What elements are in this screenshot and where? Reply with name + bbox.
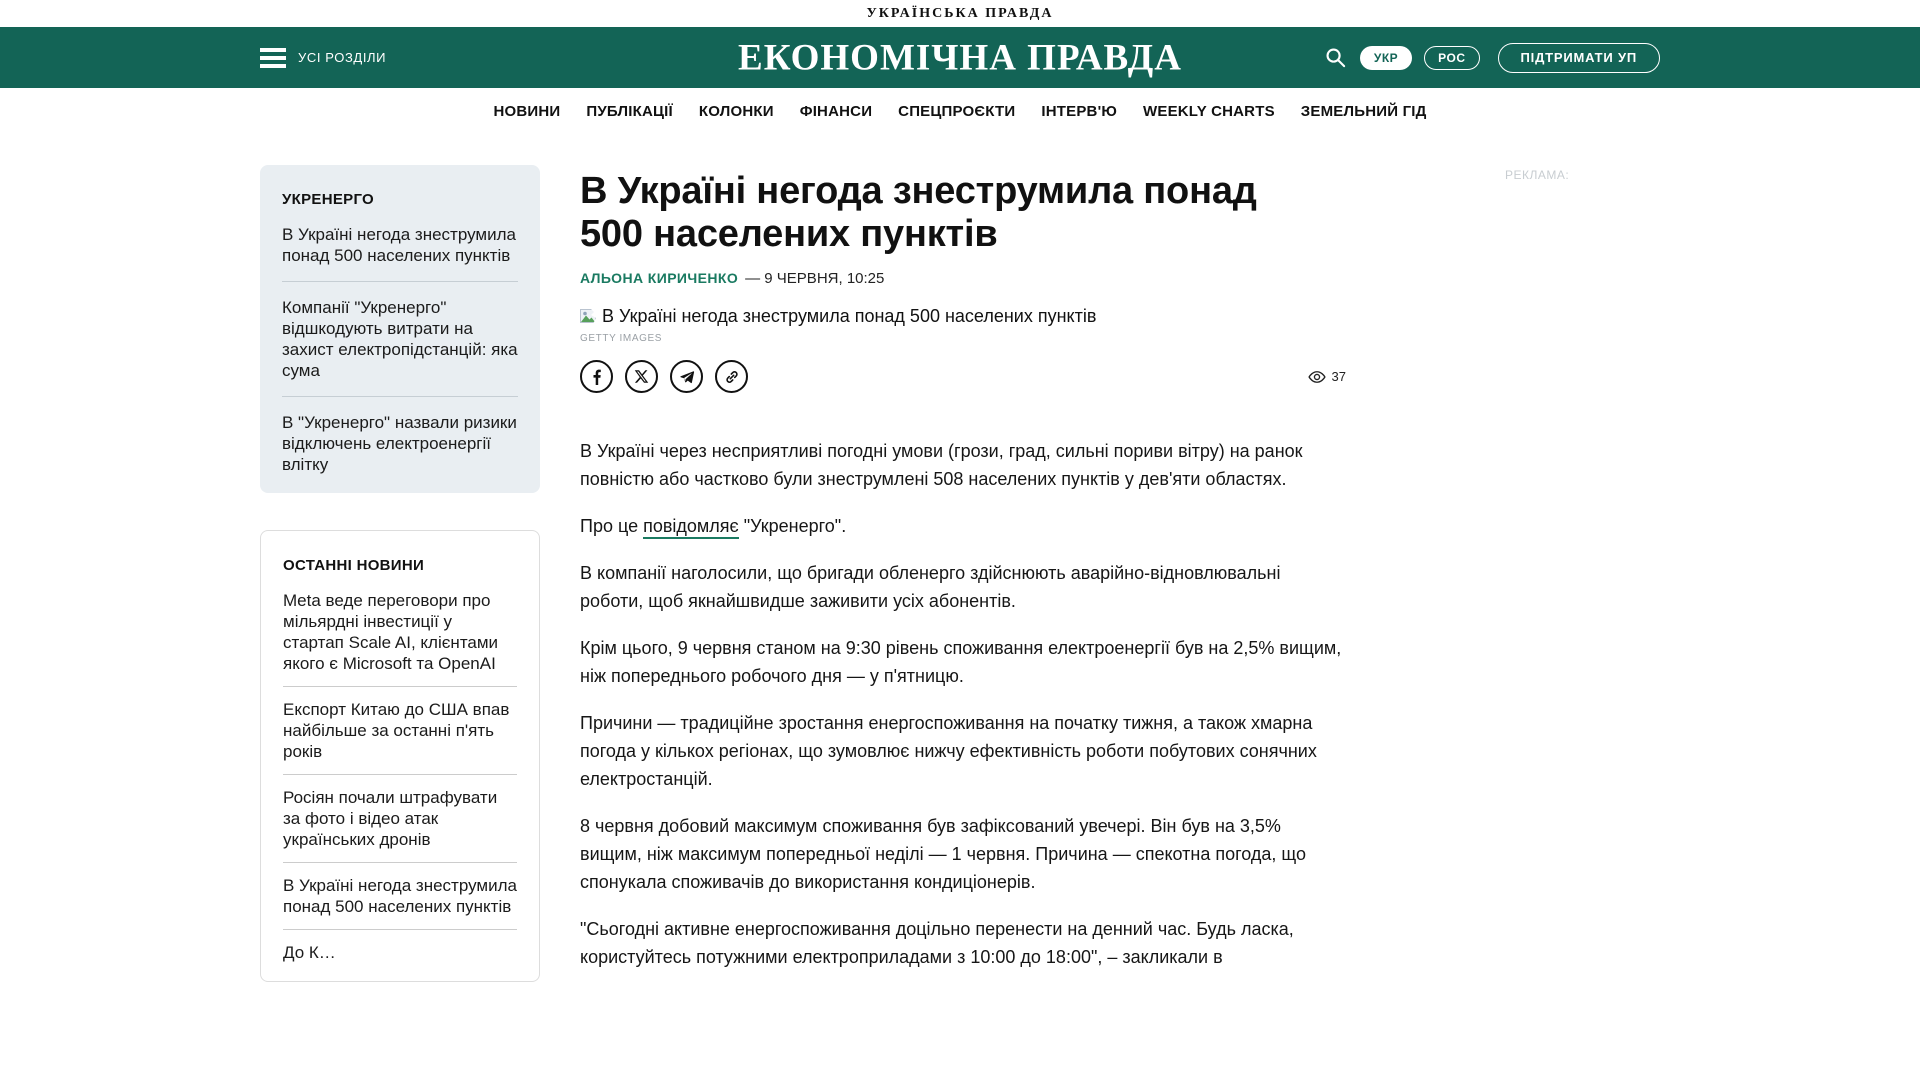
author-link[interactable]: АЛЬОНА КИРИЧЕНКО xyxy=(580,270,739,286)
site-header xyxy=(0,27,1920,88)
topic-box-title: УКРЕНЕРГО xyxy=(282,191,375,208)
search-icon[interactable] xyxy=(1324,46,1348,70)
divider xyxy=(283,862,517,863)
topic-box-list xyxy=(282,224,518,475)
sidebar xyxy=(260,165,540,982)
eye-icon xyxy=(1308,370,1326,384)
article-image-placeholder xyxy=(580,306,1346,327)
sidebar-news-link[interactable]: В Україні негода знеструмила понад 500 населених пунктів xyxy=(283,876,517,916)
article-paragraph: В компанії наголосили, що бригади обленерго здійснюють аварійно-відновлювальні роботи, щоб якнайшвидше заживити усіх абонентів. xyxy=(580,563,1281,611)
share-row xyxy=(580,360,1346,393)
article-paragraph: Причини — традиційне зростання енергоспоживання на початку тижня, а також хмарна погода у кількох регіонах, що зумовлює нижчу ефективність роботи побутових сонячних електростанцій. xyxy=(580,713,1317,789)
latest-news-title: ОСТАННІ НОВИНИ xyxy=(283,557,425,574)
latest-news-list xyxy=(283,590,517,963)
sidebar-news-link[interactable]: В Україні негода знеструмила понад 500 населених пунктів xyxy=(282,225,516,265)
sidebar-news-link[interactable]: До К… xyxy=(283,943,336,962)
article xyxy=(580,134,1346,990)
article-paragraph: "Сьогодні активне енергоспоживання доцільно перенести на денний час. Будь ласка, користуйтесь потужними електроприладами з 10:00 до 18:00", – закликали в xyxy=(580,919,1294,967)
article-paragraph: Крім цього, 9 червня станом на 9:30 рівень споживання електроенергії був на 2,5% вищим, ніж попереднього робочого дня — у п'ятницю. xyxy=(580,638,1342,686)
menu-label: УСІ РОЗДІЛИ xyxy=(298,50,387,65)
divider xyxy=(283,929,517,930)
x-twitter-share-icon[interactable] xyxy=(625,360,658,393)
view-counter xyxy=(1308,369,1346,384)
ad-label: РЕКЛАМА: xyxy=(1505,168,1570,182)
copy-link-icon[interactable] xyxy=(715,360,748,393)
divider xyxy=(282,396,518,397)
lang-toggle-ros[interactable]: РОС xyxy=(1424,46,1479,70)
article-paragraph xyxy=(580,512,1346,540)
nav-item-3[interactable]: ФІНАНСИ xyxy=(799,102,873,120)
sidebar-news-link[interactable]: Росіян почали штрафувати за фото і відео атак українських дронів xyxy=(283,788,498,849)
divider xyxy=(283,774,517,775)
support-up-button[interactable]: ПІДТРИМАТИ УП xyxy=(1498,43,1660,73)
top-strip xyxy=(0,0,1920,27)
sidebar-news-link[interactable]: Компанії "Укренерго" відшкодують витрати на захист електропідстанцій: яка сума xyxy=(282,298,518,380)
article-body xyxy=(580,437,1346,971)
nav-item-7[interactable]: ЗЕМЕЛЬНИЙ ГІД xyxy=(1300,102,1427,120)
byline xyxy=(580,270,1346,287)
nav-item-4[interactable]: СПЕЦПРОЄКТИ xyxy=(898,102,1016,120)
nav-item-2[interactable]: КОЛОНКИ xyxy=(698,102,774,120)
telegram-share-icon[interactable] xyxy=(670,360,703,393)
view-count: 37 xyxy=(1331,369,1346,384)
lang-toggle-ukr[interactable]: УКР xyxy=(1360,46,1412,70)
divider xyxy=(283,686,517,687)
publish-date: — 9 ЧЕРВНЯ, 10:25 xyxy=(745,270,885,287)
topic-box-ukrenergo xyxy=(260,165,540,493)
source-link[interactable]: повідомляє xyxy=(643,516,739,539)
sidebar-news-link[interactable]: Meta веде переговори про мільярдні інвестиції у стартап Scale AI, клієнтами якого є Microsoft та OpenAI xyxy=(283,591,499,673)
nav-item-6[interactable]: WEEKLY CHARTS xyxy=(1143,102,1275,120)
nav-item-0[interactable]: НОВИНИ xyxy=(493,102,561,120)
sidebar-news-link[interactable]: В "Укренерго" назвали ризики відключень електроенергії влітку xyxy=(282,413,517,474)
sidebar-news-link[interactable]: Експорт Китаю до США впав найбільше за останні п'ять років xyxy=(283,700,510,761)
nav-item-5[interactable]: ІНТЕРВ'Ю xyxy=(1041,102,1117,120)
site-logo[interactable]: ЕКОНОМІЧНА ПРАВДА xyxy=(738,37,1182,78)
image-credit: GETTY IMAGES xyxy=(580,333,663,344)
paragraph-text: "Укренерго". xyxy=(738,516,847,536)
article-paragraph: В Україні через несприятливі погодні умови (грози, град, сильні пориви вітру) на ранок повністю або частково були знеструмлені 508 населених пунктів у дев'яти областях. xyxy=(580,441,1303,489)
latest-news-box xyxy=(260,530,540,982)
hamburger-icon xyxy=(260,48,286,68)
paragraph-text: Про це xyxy=(580,516,644,536)
nav-item-1[interactable]: ПУБЛІКАЦІЇ xyxy=(586,102,673,120)
image-alt-text: В Україні негода знеструмила понад 500 населених пунктів xyxy=(602,306,1097,326)
main-nav xyxy=(0,88,1920,134)
all-sections-menu-button[interactable] xyxy=(260,48,386,68)
divider xyxy=(282,281,518,282)
article-paragraph: 8 червня добовий максимум споживання був зафіксований увечері. Він був на 3,5% вищим, ніж максимум попередньої неділі — 1 червня. Причина — спекотна погода, що спонукала споживачів до використання кондиціонерів. xyxy=(580,816,1307,892)
ukrainska-pravda-logo[interactable]: УКРАЇНСЬКА ПРАВДА xyxy=(866,5,1054,21)
facebook-share-icon[interactable] xyxy=(580,360,613,393)
broken-image-icon xyxy=(580,309,598,324)
article-title: В Україні негода знеструмила понад 500 населених пунктів xyxy=(580,170,1257,255)
